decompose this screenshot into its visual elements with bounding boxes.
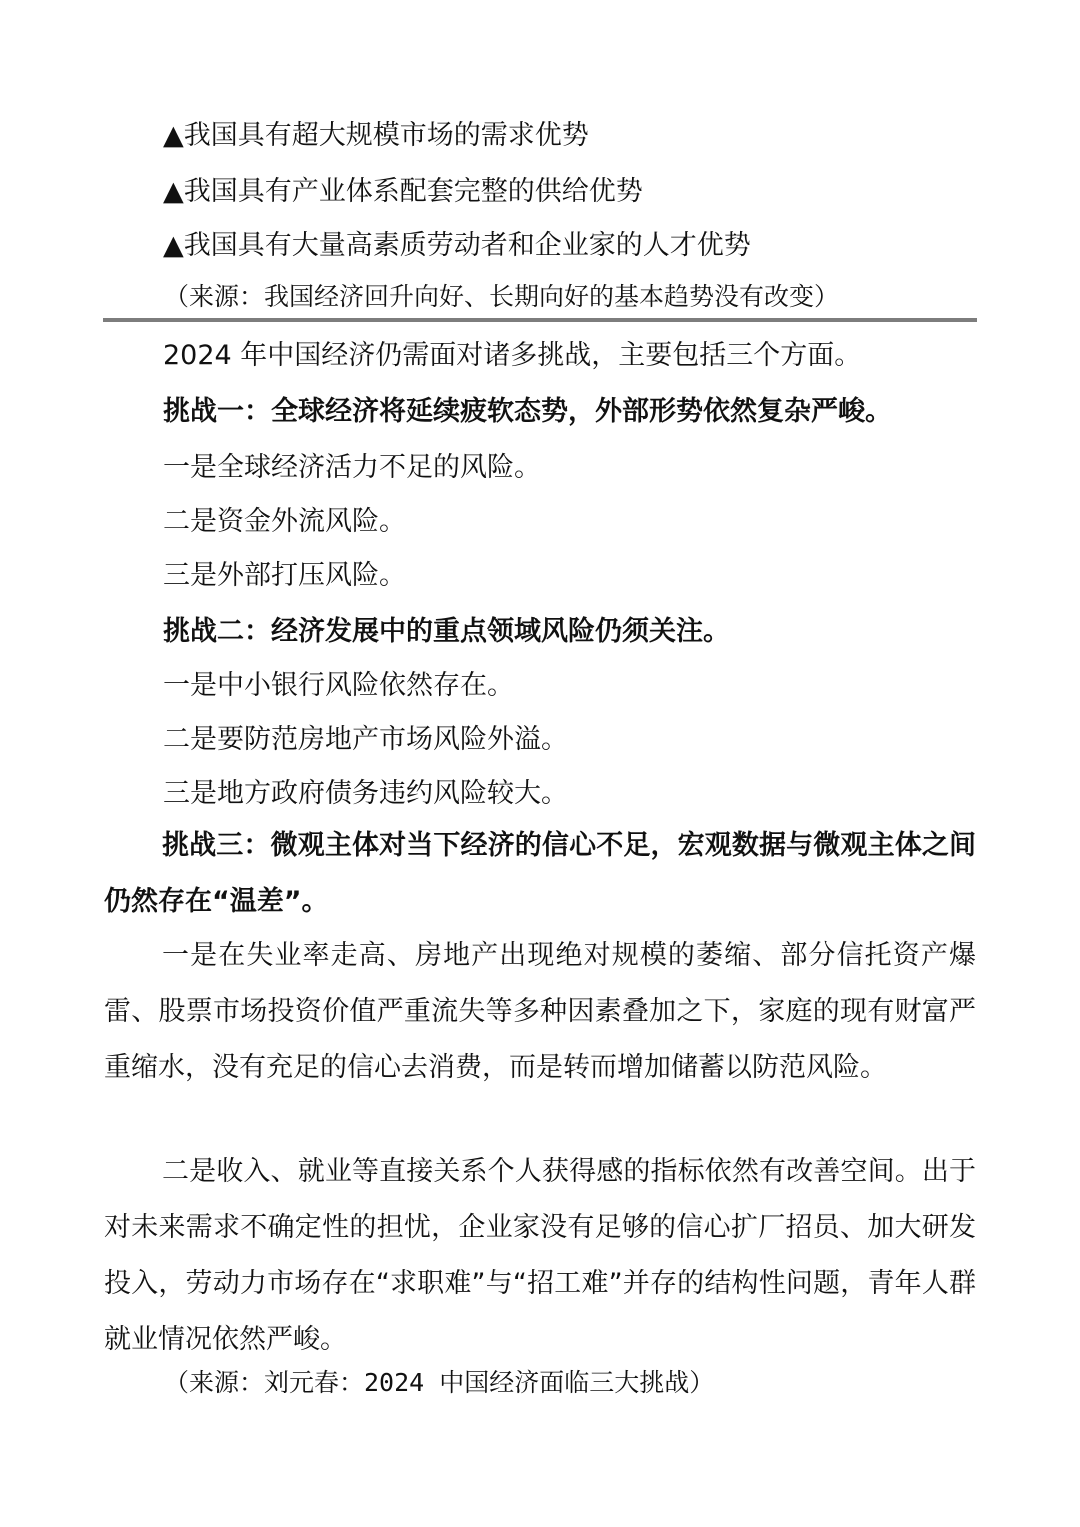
challenge-1-item: 三是外部打压风险。 — [163, 560, 406, 591]
challenge-1-item: 二是资金外流风险。 — [163, 506, 406, 537]
challenge-1-item: 一是全球经济活力不足的风险。 — [163, 452, 541, 483]
challenge-3-paragraph-2: 二是收入、就业等直接关系个人获得感的指标依然有改善空间。出于对未来需求不确定性的担忧，企业家没有足够的信心扩厂招员、加大研发投入，劳动力市场存在“求职难”与“招工难”并存的结构性问题，青年人群就业情况依然严峻。 — [104, 1156, 976, 1355]
intro-text: 2024 年中国经济仍需面对诸多挑战，主要包括三个方面。 — [163, 340, 862, 371]
challenge-1-heading: 挑战一：全球经济将延续疲软态势，外部形势依然复杂严峻。 — [163, 396, 892, 427]
challenge-2-item: 三是地方政府债务违约风险较大。 — [163, 778, 568, 809]
challenge-3-heading: 挑战三：微观主体对当下经济的信心不足，宏观数据与微观主体之间仍然存在“温差”。 — [104, 830, 976, 917]
source-citation-top: （来源：我国经济回升向好、长期向好的基本趋势没有改变） — [164, 282, 840, 311]
challenge-2-item: 一是中小银行风险依然存在。 — [163, 670, 514, 701]
source-citation-bottom: （来源：刘元春：2024 中国经济面临三大挑战） — [164, 1368, 715, 1397]
challenge-3-paragraph-1: 一是在失业率走高、房地产出现绝对规模的萎缩、部分信托资产爆雷、股票市场投资价值严重流失等多种因素叠加之下，家庭的现有财富严重缩水，没有充足的信心去消费，而是转而增加储蓄以防范风险。 — [104, 940, 976, 1083]
section-divider — [103, 318, 977, 322]
challenge-2-heading: 挑战二：经济发展中的重点领域风险仍须关注。 — [163, 616, 730, 647]
bullet-supply-advantage: ▲我国具有产业体系配套完整的供给优势 — [163, 176, 643, 207]
bullet-demand-advantage: ▲我国具有超大规模市场的需求优势 — [163, 120, 589, 151]
challenge-2-item: 二是要防范房地产市场风险外溢。 — [163, 724, 568, 755]
bullet-talent-advantage: ▲我国具有大量高素质劳动者和企业家的人才优势 — [163, 230, 751, 261]
